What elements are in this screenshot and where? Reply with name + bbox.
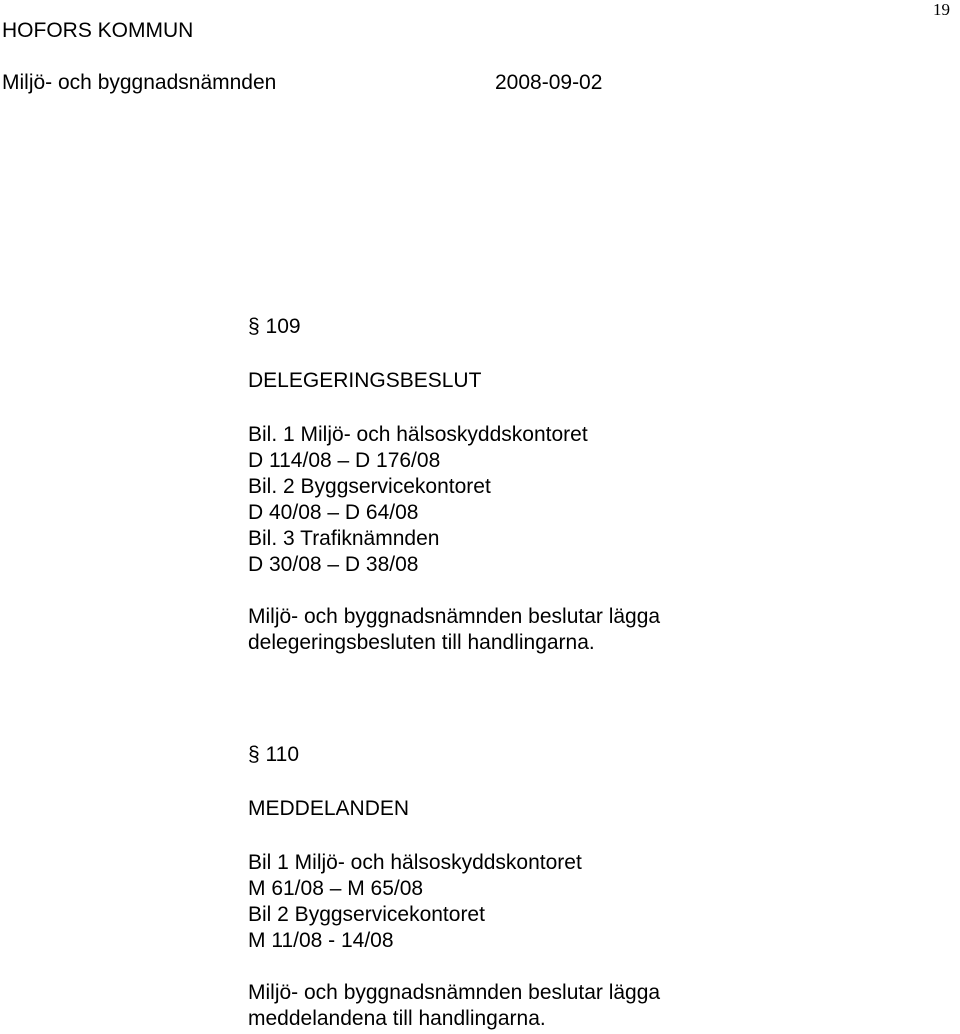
header-organization: HOFORS KOMMUN	[2, 19, 194, 42]
decision-line: Miljö- och byggnadsnämnden beslutar lägga	[248, 605, 661, 628]
decision-text	[248, 980, 948, 1032]
section-title: MEDDELANDEN	[248, 797, 410, 820]
header-committee: Miljö- och byggnadsnämnden	[2, 71, 277, 94]
attachment-list	[248, 850, 948, 954]
section-109	[248, 314, 948, 656]
attachment-line: Bil 1 Miljö- och hälsoskyddskontoret	[248, 851, 582, 874]
section-number: § 110	[248, 743, 299, 766]
attachment-list	[248, 422, 948, 578]
section-title: DELEGERINGSBESLUT	[248, 369, 482, 392]
section-110	[248, 742, 948, 1032]
header-date: 2008-09-02	[495, 71, 603, 94]
decision-line: meddelandena till handlingarna.	[248, 1007, 546, 1030]
attachment-line: D 30/08 – D 38/08	[248, 553, 419, 576]
attachment-line: M 11/08 - 14/08	[248, 929, 394, 952]
decision-line: delegeringsbesluten till handlingarna.	[248, 631, 595, 654]
decision-text	[248, 604, 948, 656]
attachment-line: Bil. 1 Miljö- och hälsoskyddskontoret	[248, 423, 588, 446]
attachment-line: Bil. 2 Byggservicekontoret	[248, 475, 491, 498]
attachment-line: D 40/08 – D 64/08	[248, 501, 419, 524]
attachment-line: Bil. 3 Trafiknämnden	[248, 527, 440, 550]
page-number: 19	[933, 0, 950, 19]
attachment-line: Bil 2 Byggservicekontoret	[248, 903, 485, 926]
decision-line: Miljö- och byggnadsnämnden beslutar lägga	[248, 981, 661, 1004]
attachment-line: M 61/08 – M 65/08	[248, 877, 424, 900]
attachment-line: D 114/08 – D 176/08	[248, 449, 441, 472]
section-number: § 109	[248, 315, 301, 338]
